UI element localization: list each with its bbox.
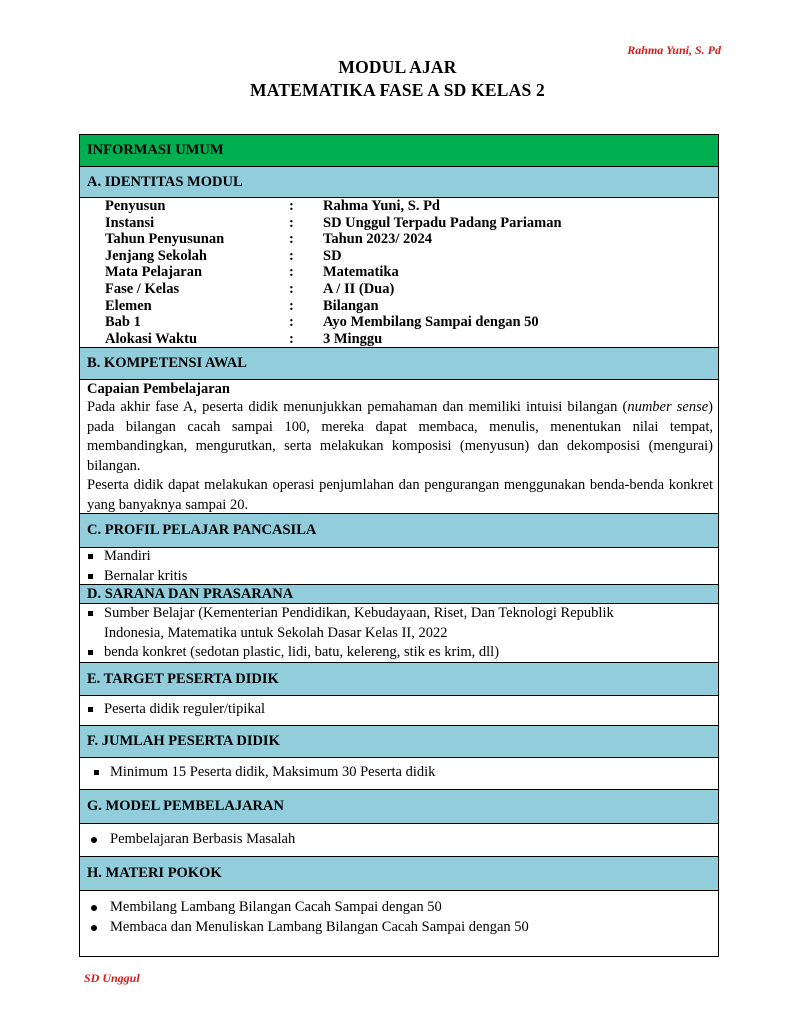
identity-colon: :	[289, 330, 294, 347]
identity-row	[105, 331, 718, 348]
footer-tag: SD Unggul	[84, 971, 140, 985]
identity-label: Alokasi Waktu	[105, 330, 198, 347]
identity-colon: :	[289, 231, 294, 248]
identity-label: Bab 1	[105, 314, 141, 331]
section-header-kompetensi: B. KOMPETENSI AWAL	[80, 348, 718, 380]
materi-block	[80, 891, 718, 956]
identity-label: Instansi	[105, 214, 155, 231]
identity-value: Ayo Membilang Sampai dengan 50	[323, 314, 539, 331]
section-header-identitas: A. IDENTITAS MODUL	[80, 167, 718, 198]
identity-colon: :	[289, 214, 294, 231]
identity-label: Elemen	[105, 297, 152, 314]
module-table	[79, 134, 719, 957]
list-item: Peserta didik reguler/tipikal	[80, 700, 718, 720]
profil-block	[80, 547, 718, 585]
list-item: Pembelajaran Berbasis Masalah	[80, 830, 718, 850]
identity-row	[105, 264, 718, 281]
sarana-block	[80, 604, 718, 663]
identity-row	[105, 298, 718, 315]
section-header-sarana: D. SARANA DAN PRASARANA	[80, 585, 718, 604]
identity-label: Fase / Kelas	[105, 280, 180, 297]
author-tag: Rahma Yuni, S. Pd	[627, 43, 721, 57]
identity-colon: :	[289, 264, 294, 281]
identitas-block	[80, 198, 718, 348]
identity-colon: :	[289, 280, 294, 297]
list-item: Membilang Lambang Bilangan Cacah Sampai dengan 50	[80, 898, 718, 918]
identity-value: Rahma Yuni, S. Pd	[323, 198, 440, 214]
section-header-informasi-umum: INFORMASI UMUM	[80, 135, 718, 167]
identity-value: SD Unggul Terpadu Padang Pariaman	[323, 214, 562, 231]
target-block	[80, 696, 718, 726]
identity-value: 3 Minggu	[323, 330, 383, 347]
identity-colon: :	[289, 198, 294, 214]
kompetensi-block	[80, 380, 718, 514]
identity-colon: :	[289, 297, 294, 314]
list-item: Membaca dan Menuliskan Lambang Bilangan Cacah Sampai dengan 50	[80, 918, 718, 938]
identity-value: Tahun 2023/ 2024	[323, 231, 433, 248]
page-subtitle: MATEMATIKA FASE A SD KELAS 2	[250, 80, 545, 100]
identity-label: Jenjang Sekolah	[105, 247, 207, 264]
identity-row	[105, 281, 718, 298]
section-header-jumlah: F. JUMLAH PESERTA DIDIK	[80, 726, 718, 758]
capaian-paragraph-2: Peserta didik dapat melakukan operasi penjumlahan dan pengurangan menggunakan benda-benda konkret yang banyaknya sampai 20.	[87, 477, 713, 513]
identity-colon: :	[289, 314, 294, 331]
list-item: Sumber Belajar (Kementerian Pendidikan, Kebudayaan, Riset, Dan Teknologi Republik Indonesia, Matematika untuk Sekolah Dasar Kelas II, 2022	[80, 604, 718, 643]
model-block	[80, 824, 718, 857]
identity-label: Penyusun	[105, 198, 166, 214]
list-item: benda konkret (sedotan plastic, lidi, batu, kelereng, stik es krim, dll)	[80, 643, 718, 663]
list-item: Minimum 15 Peserta didik, Maksimum 30 Peserta didik	[86, 763, 718, 783]
section-header-materi: H. MATERI POKOK	[80, 857, 718, 891]
capaian-title: Capaian Pembelajaran	[87, 381, 230, 397]
section-header-target: E. TARGET PESERTA DIDIK	[80, 663, 718, 696]
list-item: Mandiri	[80, 547, 718, 567]
list-item: Bernalar kritis	[80, 567, 718, 587]
section-header-profil: C. PROFIL PELAJAR PANCASILA	[80, 514, 718, 548]
identity-label: Mata Pelajaran	[105, 264, 203, 281]
identity-row	[105, 215, 718, 232]
identity-label: Tahun Penyusunan	[105, 231, 225, 248]
identity-row	[105, 248, 718, 265]
page-title: MODUL AJAR	[338, 57, 457, 77]
identity-colon: :	[289, 247, 294, 264]
section-header-model: G. MODEL PEMBELAJARAN	[80, 790, 718, 824]
identity-value: SD	[323, 247, 342, 264]
identity-value: A / II (Dua)	[323, 280, 395, 297]
identity-value: Bilangan	[323, 297, 379, 314]
identity-row	[105, 198, 718, 215]
identity-value: Matematika	[323, 264, 399, 281]
capaian-paragraph-1: Pada akhir fase A, peserta didik menunjukkan pemahaman dan memiliki intuisi bilangan (number sense) pada bilangan cacah sampai 100, mereka dapat membaca, menulis, menentukan nilai tempat, membandingkan, mengurutkan, serta melakukan komposisi (menyusun) dan dekomposisi (mengurai) bilangan.	[87, 399, 713, 474]
jumlah-block	[80, 758, 718, 790]
identity-row	[105, 314, 718, 331]
identity-row	[105, 231, 718, 248]
